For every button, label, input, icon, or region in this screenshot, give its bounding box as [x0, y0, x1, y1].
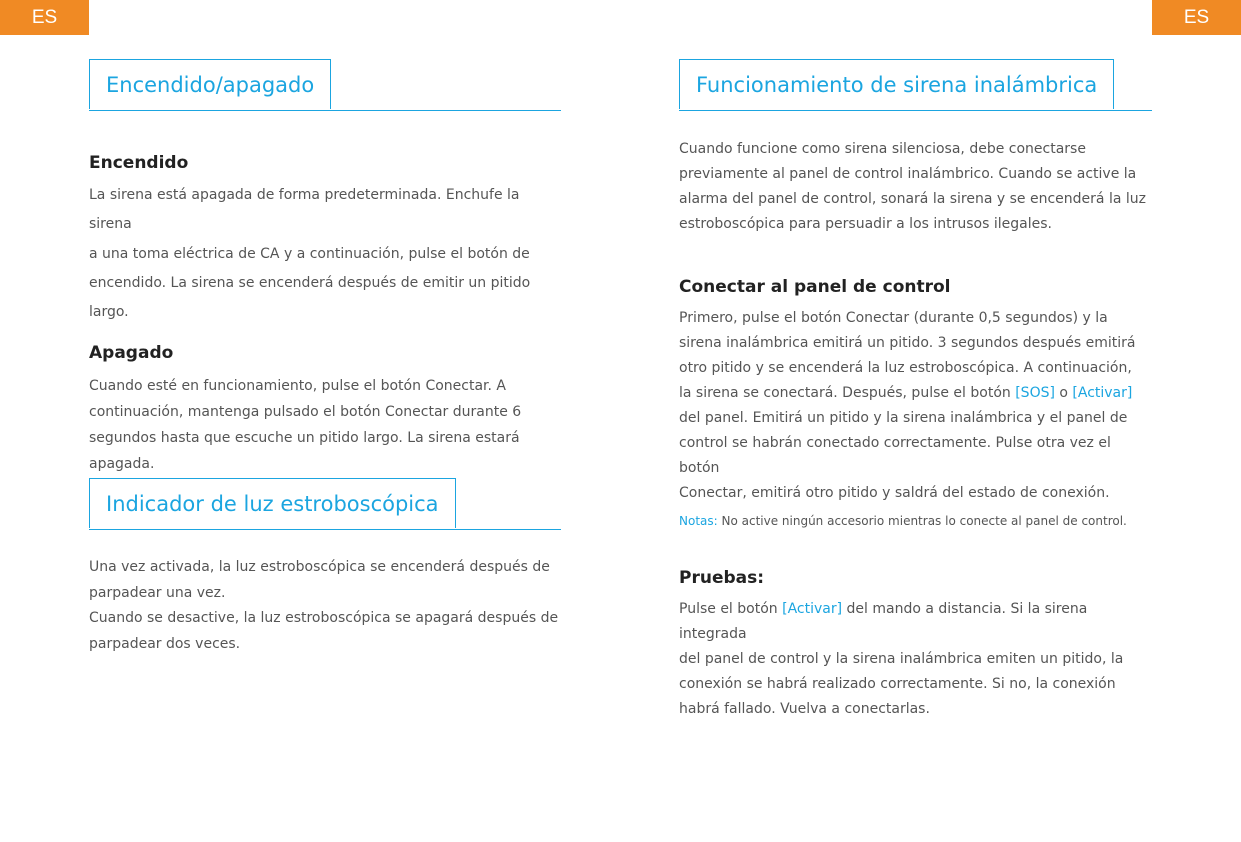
text-line: alarma del panel de control, sonará la sirena y se encenderá la luz: [679, 191, 1146, 207]
text-line: parpadear una vez.: [89, 584, 226, 601]
sos-button-label: [SOS]: [1015, 385, 1055, 401]
text-line: control se habrán conectado correctamente. Pulse otra vez el botón: [679, 435, 1111, 476]
text-segment: la sirena se conectará. Después, pulse el botón: [679, 385, 1016, 401]
text-line: Conectar, emitirá otro pitido y saldrá del estado de conexión.: [679, 485, 1110, 501]
text-line: segundos hasta que escuche un pitido largo. La sirena estará: [89, 430, 520, 447]
power-off-title: Apagado: [89, 343, 174, 364]
text-line: del panel de control y la sirena inalámbrica emiten un pitido, la: [679, 651, 1124, 667]
language-tab-right: ES: [1152, 0, 1241, 35]
strobe-section: [89, 478, 561, 657]
strobe-section-header: [89, 478, 561, 530]
text-line: Cuando se desactive, la luz estroboscópica se apagará después de: [89, 610, 559, 626]
text-line: encendido. La sirena se encenderá después de emitir un pitido: [89, 274, 531, 291]
tests-text: [679, 597, 1152, 722]
text-line: Cuando esté en funcionamiento, pulse el botón Conectar. A: [89, 378, 506, 395]
note-label: Notas:: [679, 514, 718, 528]
text-line: continuación, mantenga pulsado el botón Conectar durante 6: [89, 404, 522, 421]
text-line: conexión se habrá realizado correctamente. Si no, la conexión: [679, 676, 1116, 692]
power-on-text: [89, 181, 561, 327]
text-line: Una vez activada, la luz estroboscópica se encenderá después de: [89, 559, 550, 575]
text-line: La sirena está apagada de forma predeterminada. Enchufe la sirena: [89, 187, 520, 233]
text-line: otro pitido y se encenderá la luz estroboscópica. A continuación,: [679, 360, 1132, 376]
text-line: apagada.: [89, 456, 155, 473]
connect-note: [679, 510, 1152, 532]
wireless-section-header: [679, 59, 1152, 111]
text-line: [679, 597, 1152, 647]
text-line: estroboscópica para persuadir a los intrusos ilegales.: [679, 216, 1052, 232]
text-line: parpadear dos veces.: [89, 635, 241, 652]
left-column: [89, 59, 561, 477]
text-line: [679, 381, 1152, 406]
power-off-text: [89, 373, 561, 477]
activar-button-label: [Activar]: [782, 601, 843, 617]
text-line: del panel. Emitirá un pitido y la sirena inalámbrica y el panel de: [679, 410, 1128, 426]
text-line: sirena inalámbrica emitirá un pitido. 3 segundos después emitirá: [679, 335, 1136, 351]
text-line: largo.: [89, 304, 129, 321]
text-line: habrá fallado. Vuelva a conectarlas.: [679, 701, 930, 717]
tests-title: Pruebas:: [679, 568, 765, 588]
activar-button-label: [Activar]: [1072, 385, 1133, 401]
text-segment: Pulse el botón: [679, 601, 783, 617]
text-line: previamente al panel de control inalámbrico. Cuando se active la: [679, 166, 1137, 182]
strobe-section-title: Indicador de luz estroboscópica: [89, 478, 456, 528]
text-segment: o: [1054, 385, 1073, 401]
power-on-title: Encendido: [89, 153, 189, 173]
power-section-title: Encendido/apagado: [89, 59, 331, 109]
text-line: a una toma eléctrica de CA y a continuación, pulse el botón de: [89, 245, 530, 262]
language-tab-left: ES: [0, 0, 89, 35]
text-line: Cuando funcione como sirena silenciosa, debe conectarse: [679, 141, 1086, 157]
text-line: Primero, pulse el botón Conectar (durante 0,5 segundos) y la: [679, 310, 1108, 326]
text-segment: del mando a distancia. Si la sirena integrada: [679, 601, 1088, 642]
strobe-text: [89, 555, 561, 657]
power-section-header: [89, 59, 561, 111]
right-column: [679, 59, 1152, 722]
connect-text: [679, 306, 1152, 506]
wireless-intro: [679, 137, 1152, 237]
note-text: No active ningún accesorio mientras lo conecte al panel de control.: [717, 514, 1127, 528]
wireless-section-title: Funcionamiento de sirena inalámbrica: [679, 59, 1114, 109]
connect-title: Conectar al panel de control: [679, 277, 951, 297]
